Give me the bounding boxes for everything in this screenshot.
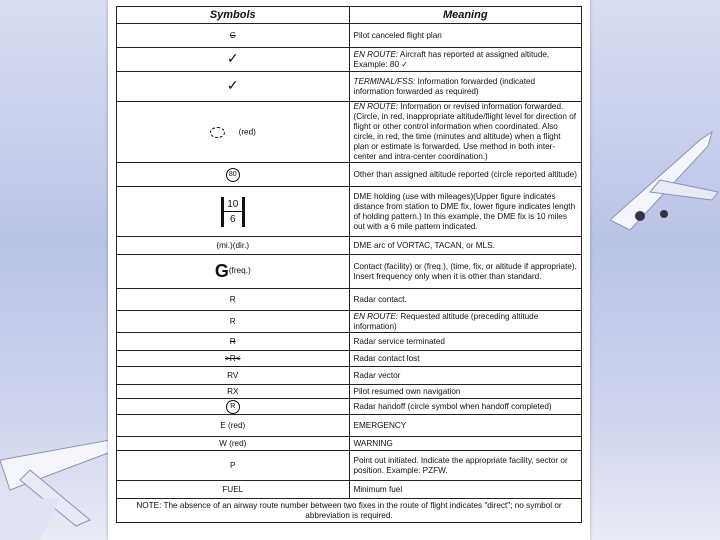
symbol-cell: ✓ xyxy=(117,72,350,102)
table-row xyxy=(117,187,582,237)
symbol-legend-page xyxy=(108,0,590,540)
symbol-cell xyxy=(117,399,350,415)
table-row xyxy=(117,333,582,351)
symbol-cell: RV xyxy=(117,367,350,385)
symbol-legend-table xyxy=(116,6,582,523)
symbol-cell: G(freq.) xyxy=(117,255,350,289)
table-row xyxy=(117,437,582,451)
meaning-cell: DME arc of VORTAC, TACAN, or MLS. xyxy=(349,237,582,255)
symbol-cell: >R< xyxy=(117,351,350,367)
symbol-cell: ✓ xyxy=(117,48,350,72)
meaning-cell: Point out initiated. Indicate the appropriate facility, sector or position. Example: PZFW. xyxy=(349,451,582,481)
table-row xyxy=(117,102,582,163)
dme-holding-icon: 10 6 xyxy=(221,197,245,227)
table-row xyxy=(117,415,582,437)
table-row xyxy=(117,255,582,289)
symbol-cell: R xyxy=(117,333,350,351)
symbol-cell: (red) xyxy=(117,102,350,163)
table-row xyxy=(117,367,582,385)
airplane-illustration-right xyxy=(600,120,720,240)
meaning-cell: Pilot resumed own navigation xyxy=(349,385,582,399)
table-row xyxy=(117,385,582,399)
note-row xyxy=(117,499,582,523)
route-note: NOTE: The absence of an airway route number between two fixes in the route of flight indicates "direct"; no symbol or abbreviation is required. xyxy=(117,499,582,523)
contact-g-icon: G xyxy=(214,261,229,282)
meaning-cell: EN ROUTE: Requested altitude (preceding altitude information) xyxy=(349,311,582,333)
symbol-cell xyxy=(117,163,350,187)
circled-r-icon: R xyxy=(226,400,240,414)
table-row xyxy=(117,399,582,415)
meaning-cell: WARNING xyxy=(349,437,582,451)
airplane-illustration-left xyxy=(0,380,120,540)
table-row xyxy=(117,289,582,311)
symbol-cell: P xyxy=(117,451,350,481)
meaning-cell: EMERGENCY xyxy=(349,415,582,437)
symbol-cell: (mi.)(dir.) xyxy=(117,237,350,255)
symbol-cell: R xyxy=(117,289,350,311)
table-row xyxy=(117,351,582,367)
table-row xyxy=(117,48,582,72)
meaning-cell: TERMINAL/FSS: Information forwarded (indicated information forwarded as required) xyxy=(349,72,582,102)
dashed-circle-icon xyxy=(210,127,225,138)
table-row xyxy=(117,481,582,499)
meaning-cell: Radar contact. xyxy=(349,289,582,311)
symbol-cell: W (red) xyxy=(117,437,350,451)
symbol-cell: C xyxy=(117,24,350,48)
symbols-column-header: Symbols xyxy=(117,7,350,24)
meaning-cell: Pilot canceled flight plan xyxy=(349,24,582,48)
meaning-cell: Contact (facility) or (freq.), (time, fix, or altitude if appropriate). Insert frequency only when it is other than standard. xyxy=(349,255,582,289)
table-row xyxy=(117,24,582,48)
symbol-cell xyxy=(117,187,350,237)
table-header-row xyxy=(117,7,582,24)
meaning-cell: Radar vector xyxy=(349,367,582,385)
meaning-cell: Radar handoff (circle symbol when handoff completed) xyxy=(349,399,582,415)
table-row xyxy=(117,163,582,187)
meaning-cell: DME holding (use with mileages)(Upper figure indicates distance from station to DME fix, lower figure indicates length of holding pattern.) In this example, the DME fix is 10 miles out with a 6 mile pattern indicated. xyxy=(349,187,582,237)
symbol-cell: FUEL xyxy=(117,481,350,499)
meaning-cell: Radar contact lost xyxy=(349,351,582,367)
meaning-column-header: Meaning xyxy=(349,7,582,24)
meaning-cell: EN ROUTE: Aircraft has reported at assigned altitude, Example: 80 ✓ xyxy=(349,48,582,72)
meaning-cell: Minimum fuel xyxy=(349,481,582,499)
symbol-cell: R xyxy=(117,311,350,333)
meaning-cell: EN ROUTE: Information or revised information forwarded. (Circle, in red, inappropriate altitude/flight level for direction of flight or other control information when coordinated. Also circle, in red, the time (minutes and altitude) when a flight plan or estimate is forwarded. Use method in both inter-center and intra-center coordination.) xyxy=(349,102,582,163)
meaning-cell: Other than assigned altitude reported (circle reported altitude) xyxy=(349,163,582,187)
table-row xyxy=(117,311,582,333)
table-row xyxy=(117,237,582,255)
symbol-cell: E (red) xyxy=(117,415,350,437)
table-row xyxy=(117,451,582,481)
meaning-cell: Radar service terminated xyxy=(349,333,582,351)
symbol-cell: RX xyxy=(117,385,350,399)
circled-altitude-icon: 80 xyxy=(226,168,240,182)
table-row xyxy=(117,72,582,102)
